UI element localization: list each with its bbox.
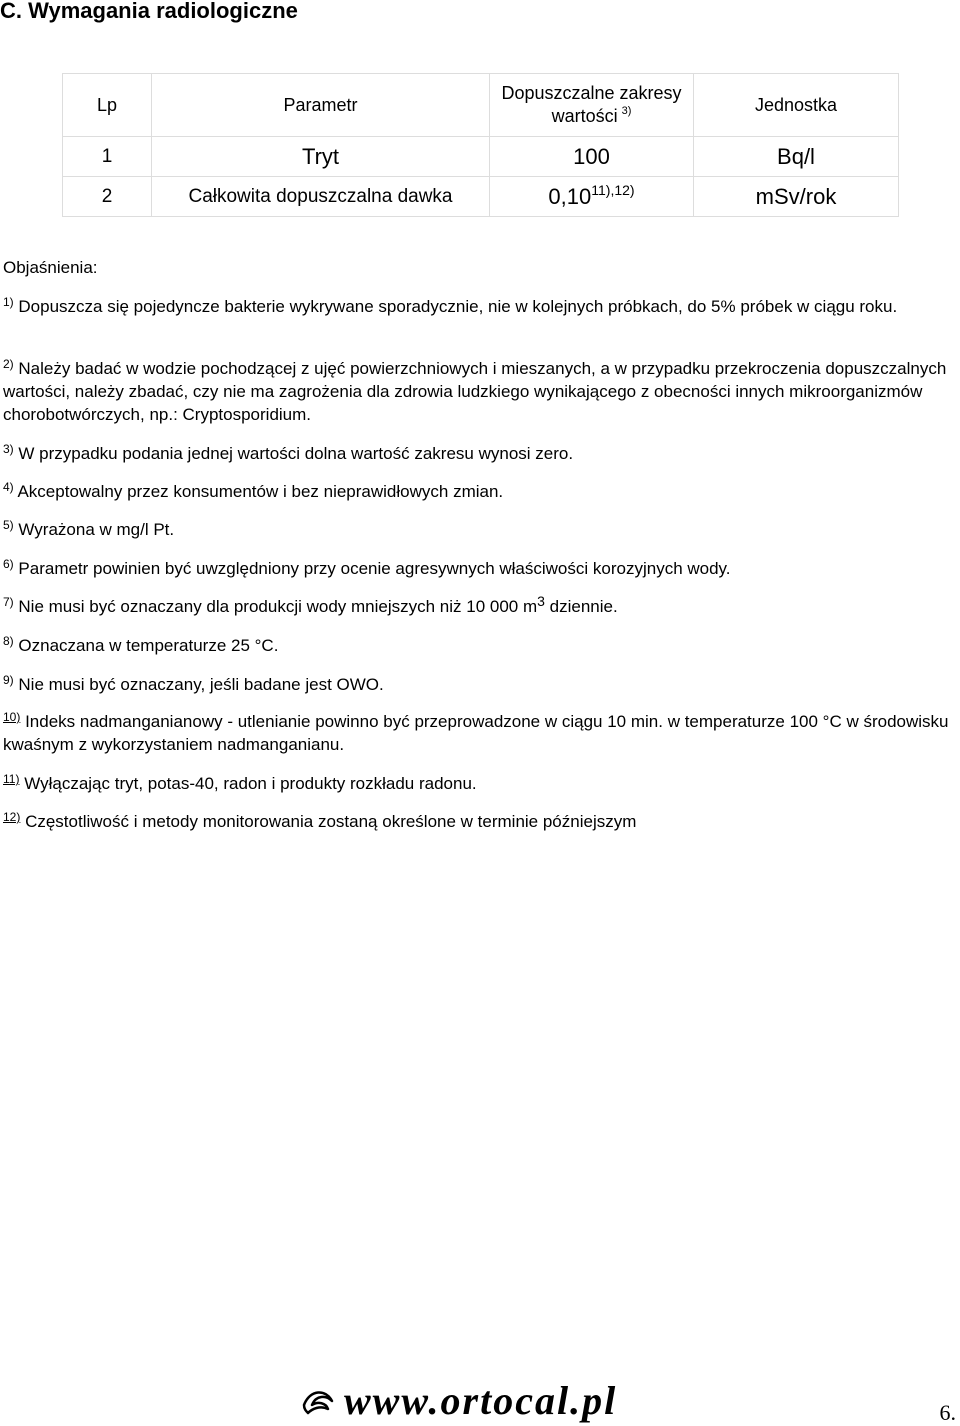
header-range-line2: wartości — [551, 106, 618, 126]
footer-logo — [300, 1378, 670, 1422]
footnote-8 — [3, 634, 278, 657]
footnote-6 — [3, 557, 731, 580]
footer-site[interactable]: www.ortocal.pl — [344, 1377, 618, 1423]
row-value-number: 0,10 — [548, 183, 592, 209]
footnote-1 — [3, 295, 957, 318]
footnote-ref: 12) — [3, 810, 21, 824]
header-range-line1: Dopuszczalne zakresy — [501, 83, 682, 103]
footnote-ref: 6) — [3, 557, 14, 571]
footnote-10 — [3, 710, 957, 756]
footnote-text: Nie musi być oznaczany dla produkcji wody mniejszych niż 10 000 m — [18, 597, 538, 616]
notes-title: Objaśnienia: — [3, 258, 98, 277]
header-parameter: Parametr — [152, 74, 490, 137]
table-row — [63, 177, 899, 217]
footnote-text: Należy badać w wodzie pochodzącej z ujęć powierzchniowych i mieszanych, a w przypadku przekroczenia dopuszczalnych wartości, należy zbadać, czy nie ma zagrożenia dla zdrowia ludzkiego wynikającego z obecności innych mikroorganizmów chorobotwórczych, np.: Cryptosporidium. — [3, 359, 947, 424]
row-value — [490, 177, 694, 217]
footnote-exponent: 3 — [537, 593, 545, 609]
footnote-ref: 2) — [3, 357, 14, 371]
header-unit: Jednostka — [694, 74, 899, 137]
footnote-text: Wyłączając tryt, potas-40, radon i produkty rozkładu radonu. — [24, 774, 477, 793]
footnote-4 — [3, 480, 503, 503]
footnote-ref: 10) — [3, 710, 21, 724]
footnote-2 — [3, 357, 957, 426]
header-lp: Lp — [63, 74, 152, 137]
footnote-text: Oznaczana w temperaturze 25 °C. — [18, 636, 279, 655]
section-title: C. Wymagania radiologiczne — [0, 0, 298, 23]
table-header-row — [63, 74, 899, 137]
logo-icon — [300, 1385, 336, 1415]
row-unit: Bq/l — [694, 137, 899, 177]
footnote-text: W przypadku podania jednej wartości dolna wartość zakresu wynosi zero. — [18, 444, 574, 463]
row-unit: mSv/rok — [694, 177, 899, 217]
row-value: 100 — [490, 137, 694, 177]
footnote-12 — [3, 810, 636, 833]
footnote-11 — [3, 772, 477, 795]
footnote-ref: 1) — [3, 295, 14, 309]
footnote-ref: 8) — [3, 634, 14, 648]
page-number: 6. — [939, 1400, 956, 1425]
footnote-text: Nie musi być oznaczany, jeśli badane jest OWO. — [18, 675, 384, 694]
footnote-text: Wyrażona w mg/l Pt. — [18, 520, 175, 539]
footnote-ref: 9) — [3, 673, 14, 687]
row-lp: 1 — [63, 137, 152, 177]
row-parameter: Tryt — [152, 137, 490, 177]
footnote-9 — [3, 673, 384, 696]
row-value-footnote-ref: 11),12) — [591, 181, 635, 198]
row-parameter: Całkowita dopuszczalna dawka — [152, 177, 490, 217]
footnote-3 — [3, 442, 573, 465]
footnote-text: Parametr powinien być uwzględniony przy ocenie agresywnych właściwości korozyjnych wody. — [18, 559, 731, 578]
table-row — [63, 137, 899, 177]
footnote-text: Dopuszcza się pojedyncze bakterie wykrywane sporadycznie, nie w kolejnych próbkach, do 5% próbek w ciągu roku. — [18, 297, 898, 316]
footnote-ref: 3) — [3, 442, 14, 456]
footnote-ref: 7) — [3, 595, 14, 609]
footnote-text-end: dziennie. — [544, 597, 618, 616]
footnote-5 — [3, 518, 174, 541]
footnote-ref: 4) — [3, 480, 14, 494]
footnote-text: Akceptowalny przez konsumentów i bez nieprawidłowych zmian. — [17, 482, 504, 501]
radiological-requirements-table — [62, 73, 899, 217]
footnote-ref: 11) — [3, 772, 20, 786]
footnote-ref: 5) — [3, 518, 14, 532]
footnote-7 — [3, 595, 618, 618]
row-lp: 2 — [63, 177, 152, 217]
footnote-text: Częstotliwość i metody monitorowania zostaną określone w terminie późniejszym — [25, 812, 637, 831]
footnote-text: Indeks nadmanganianowy - utlenianie powinno być przeprowadzone w ciągu 10 min. w temperaturze 100 °C w środowisku kwaśnym z wykorzystaniem nadmanganianu. — [3, 712, 949, 754]
header-range-footnote-ref: 3) — [621, 105, 632, 117]
header-range — [490, 74, 694, 137]
